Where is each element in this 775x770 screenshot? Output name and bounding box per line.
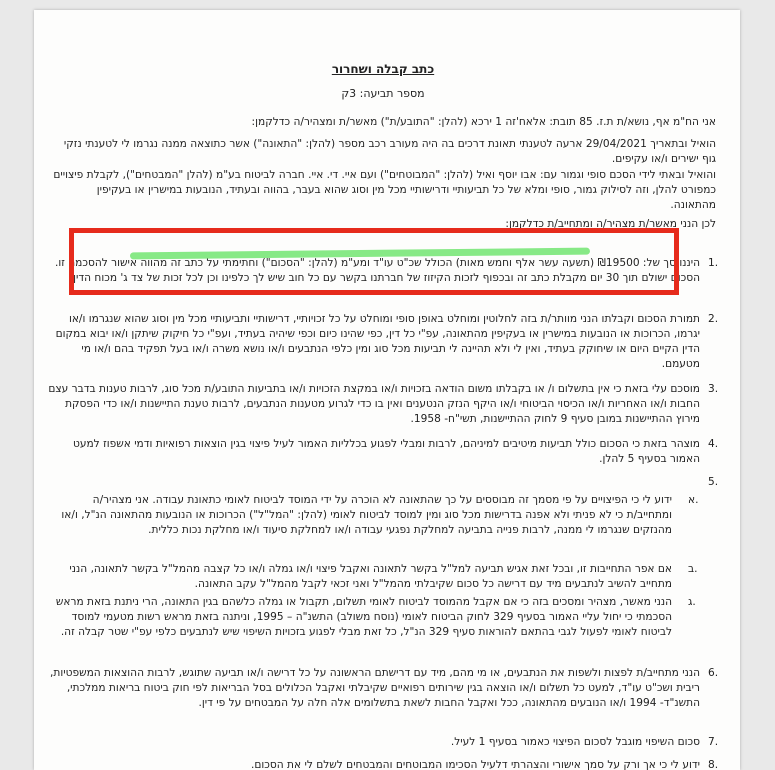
claim-number: מספר תביעה: 3ק xyxy=(341,87,425,100)
clause-number: 4. xyxy=(708,438,719,450)
clause-number: 1. xyxy=(708,257,719,269)
document-title: כתב קבלה ושחרור xyxy=(331,62,435,76)
clause-text: ידוע לי כי אך ורק על סמך אישורי והצהרתי דלעיל הסכימו המבוטחים והמבטחים לשלם לי את הסכום. xyxy=(251,759,700,770)
document-page xyxy=(34,10,740,770)
clause-text: סכום השיפוי מוגבל לסכום הפיצוי כאמור בסעיף 1 לעיל. xyxy=(450,736,700,748)
clause-number: 2. xyxy=(708,313,719,325)
clause-number: 8. xyxy=(708,759,719,770)
sub-clause-letter: א. xyxy=(688,494,699,506)
clause-text: הנני מתחייב/ת לפצות ולשפות את הנתבעים, או מי מהם, מיד עם דרישתם הראשונה על כל דרישה ו/או תביעה שתוגש, לרבות ההוצאות המשפטיות, ריבית ושכ"ט עו"ד, למעט כל תשלום ו/או הוצאה בגין שירותים רפואיים שקיבלתי ואקבל הכלולים בסל הבריאות לפי חוק ביטוח בריאות ממלכתי, התשנ"ד- 1994 ו/או הנובעים מהתאונה, ככל ואקבל החבות לשאת בתשלומים אלה חלה על המבטחים על פי דין. xyxy=(50,667,700,709)
sub-clause-text: ידוע לי כי הפיצויים על פי מסמך זה מבוססים על כך שהתאונה לא הוכרה על ידי המוסד לביטוח לאומי כתאונת עבודה. אני מצהיר/ה ומתחייב/ת כי לא פניתי ולא אפנה בדרישות מכל סוג ומין למוסד לביטוח לאומי (להלן: "המל"ל") הכרוכות או הנובעות מהתאונה הנ"ל, ו/או מהנזקים שנגרמו לי ממנה, לרבות פנייה בתביעה למחלקת נפגעי עבודה ו/או למחלקת סיעוד ו/או מחלקת נכות כללית. xyxy=(61,494,672,536)
clause-number: 7. xyxy=(708,736,719,748)
red-annotation-box xyxy=(69,228,679,295)
clause-text: מוסכם עלי בזאת כי אין בתשלום ו/ או בקבלתו משום הודאה בזכויות ו/או במקצת הזכויות ו/או בתביעות התובע/ת מכל סוג, לרבות טענות בדבר עצם החבות ו/או האחריות ו/או הכיסוי הביטוחי ו/או היקף הנזק הנטענים ואין בו כדי לגרוע מטענות הנתבעים, לרבות טענת התיישנות ו/או כדי הפסקת מירוץ ההתיישנות במובן סעיף 9 לחוק ההתיישנות, תשי"ח- 1958. xyxy=(48,383,700,425)
clause-number: 3. xyxy=(708,383,719,395)
whereas-paragraph-2: והואיל ובאתי לידי הסכם סופי וגמור עם: אבו יוסף ואיל (להלן: "המבוטחים") ועם איי. די. איי. חברה לביטוח בע"מ (להלן "המבטחים"), לקבלת פיצויים כמפורט להלן, וזה לסילוק גמור, סופי ומלא של כל תביעותיי ודרישותיי מכל מין וסוג שהוא בעבר, בהווה ובעתיד, הנובעות במישרין או בעקיפין מהתאונה. xyxy=(53,169,716,211)
parties-line: אני הח"מ אף, נושא/ת ת.ז. 85 תובת: אלאח'זה 1 ירכא (להלן: "התובע/ת") מאשר/ת ומצהיר/ה כדלקמן: xyxy=(251,116,716,128)
clause-number: 5. xyxy=(708,476,719,488)
sub-clause-text: הנני מאשר, מצהיר ומסכים בזה כי אם אקבל מהמוסד לביטוח לאומי תשלום, תקבול או גמלה כלשהם בגין התאונה, הרי ניתנת בזאת מראש הסכמתי כי יחול עליי האמור בסעיף 329 לחוק הביטוח לאומי (נוסח משולב) התשנ"ה – 1995, וניתנה בזאת מראש רשות מטעמי למוסד לביטוח לאומי לפעול לגבי בהתאם להוראות סעיף 329 הנ"ל, כל זאת מבלי לפגוע בזכויות השיפוי שיש לנתבעים כלפי עפ"י שטר קבלה זה. xyxy=(55,596,672,638)
clause-text: תמורת הסכום וקבלתו הנני מוותר/ת בזה לחלוטין ומוחלט באופן סופי ומוחלט על כל זכויותיי, דרישותיי ותביעותיי מכל מין וסוג שהוא שנגרמו ו/או יגרמו, הכרוכות או הנובעות במישרין או בעקיפין מהתאונה, עפ"י כל דין, כפי שהינו כיום וכפי שיהיה בעתיד, ועפ"י כל חיקוק שיתקן ו/או יבוא במקום הדין הקיים היום או שיחוקק בעתיד, ואין לי ולא תהיינה לי תביעות מכל סוג ומין כלפי הנתבעים ו/או נושא משרה ו/או בעל תפקיד בהם ו/או מי מטעמם. xyxy=(55,313,700,370)
sub-clause-letter: ג. xyxy=(688,596,696,608)
clause-text: היננו סך של: ₪19500 (תשעה עשר אלף וחמש מאות) הכולל שכ"ט עו"ד ומע"מ (להלן: "הסכום") וחתימתי על כתב זה מהווה אישור להסכמה זו. הסכום ישולם תוך 30 יום מקבלת כתב זה ובכפוף לזכות הקיזוז של חברתנו בקשר עם כל חוב שיש לך כלפינו וכן לכל זכות של צד ג' מכוח הדין. xyxy=(54,257,700,284)
whereas-paragraph-1: הואיל ובתאריך 29/04/2021 ארעה לטענתי תאונת דרכים בה היה מעורב רכב מספר (להלן: "התאונה") אשר כתוצאה ממנה נגרמו לי לטענתי נזקי גוף ישירים ו/או עקיפים. xyxy=(63,138,716,165)
clause-number: 6. xyxy=(708,667,719,679)
sub-clause-text: אם אפר התחייבות זו, ובכל זאת אגיש תביעה למל"ל בקשר לתאונה ואקבל פיצוי ו/או גמלה ו/או כל קצבה מהמל"ל בקשר לתאונה, הנני מתחייב להשיב לנתבעים מיד עם דרישה כל סכום שקיבלתי מהמל"ל ואני זכאי לקבל מהמל"ל עקב התאונה. xyxy=(69,563,672,590)
sub-clause-letter: ב. xyxy=(688,563,698,575)
clause-text: מוצהר בזאת כי הסכום כולל תביעות מיטיבים למיניהם, לרבות ומבלי לפגוע בכלליות האמור לעיל פיצוי בגין הוצאות רפואיות ודמי אשפוז למעט האמור בסעיף 5 להלן. xyxy=(72,438,700,465)
therefore-line: לכן הנני מאשר/ת מצהיר/ה ומתחייב/ת כדלקמן: xyxy=(505,218,716,230)
